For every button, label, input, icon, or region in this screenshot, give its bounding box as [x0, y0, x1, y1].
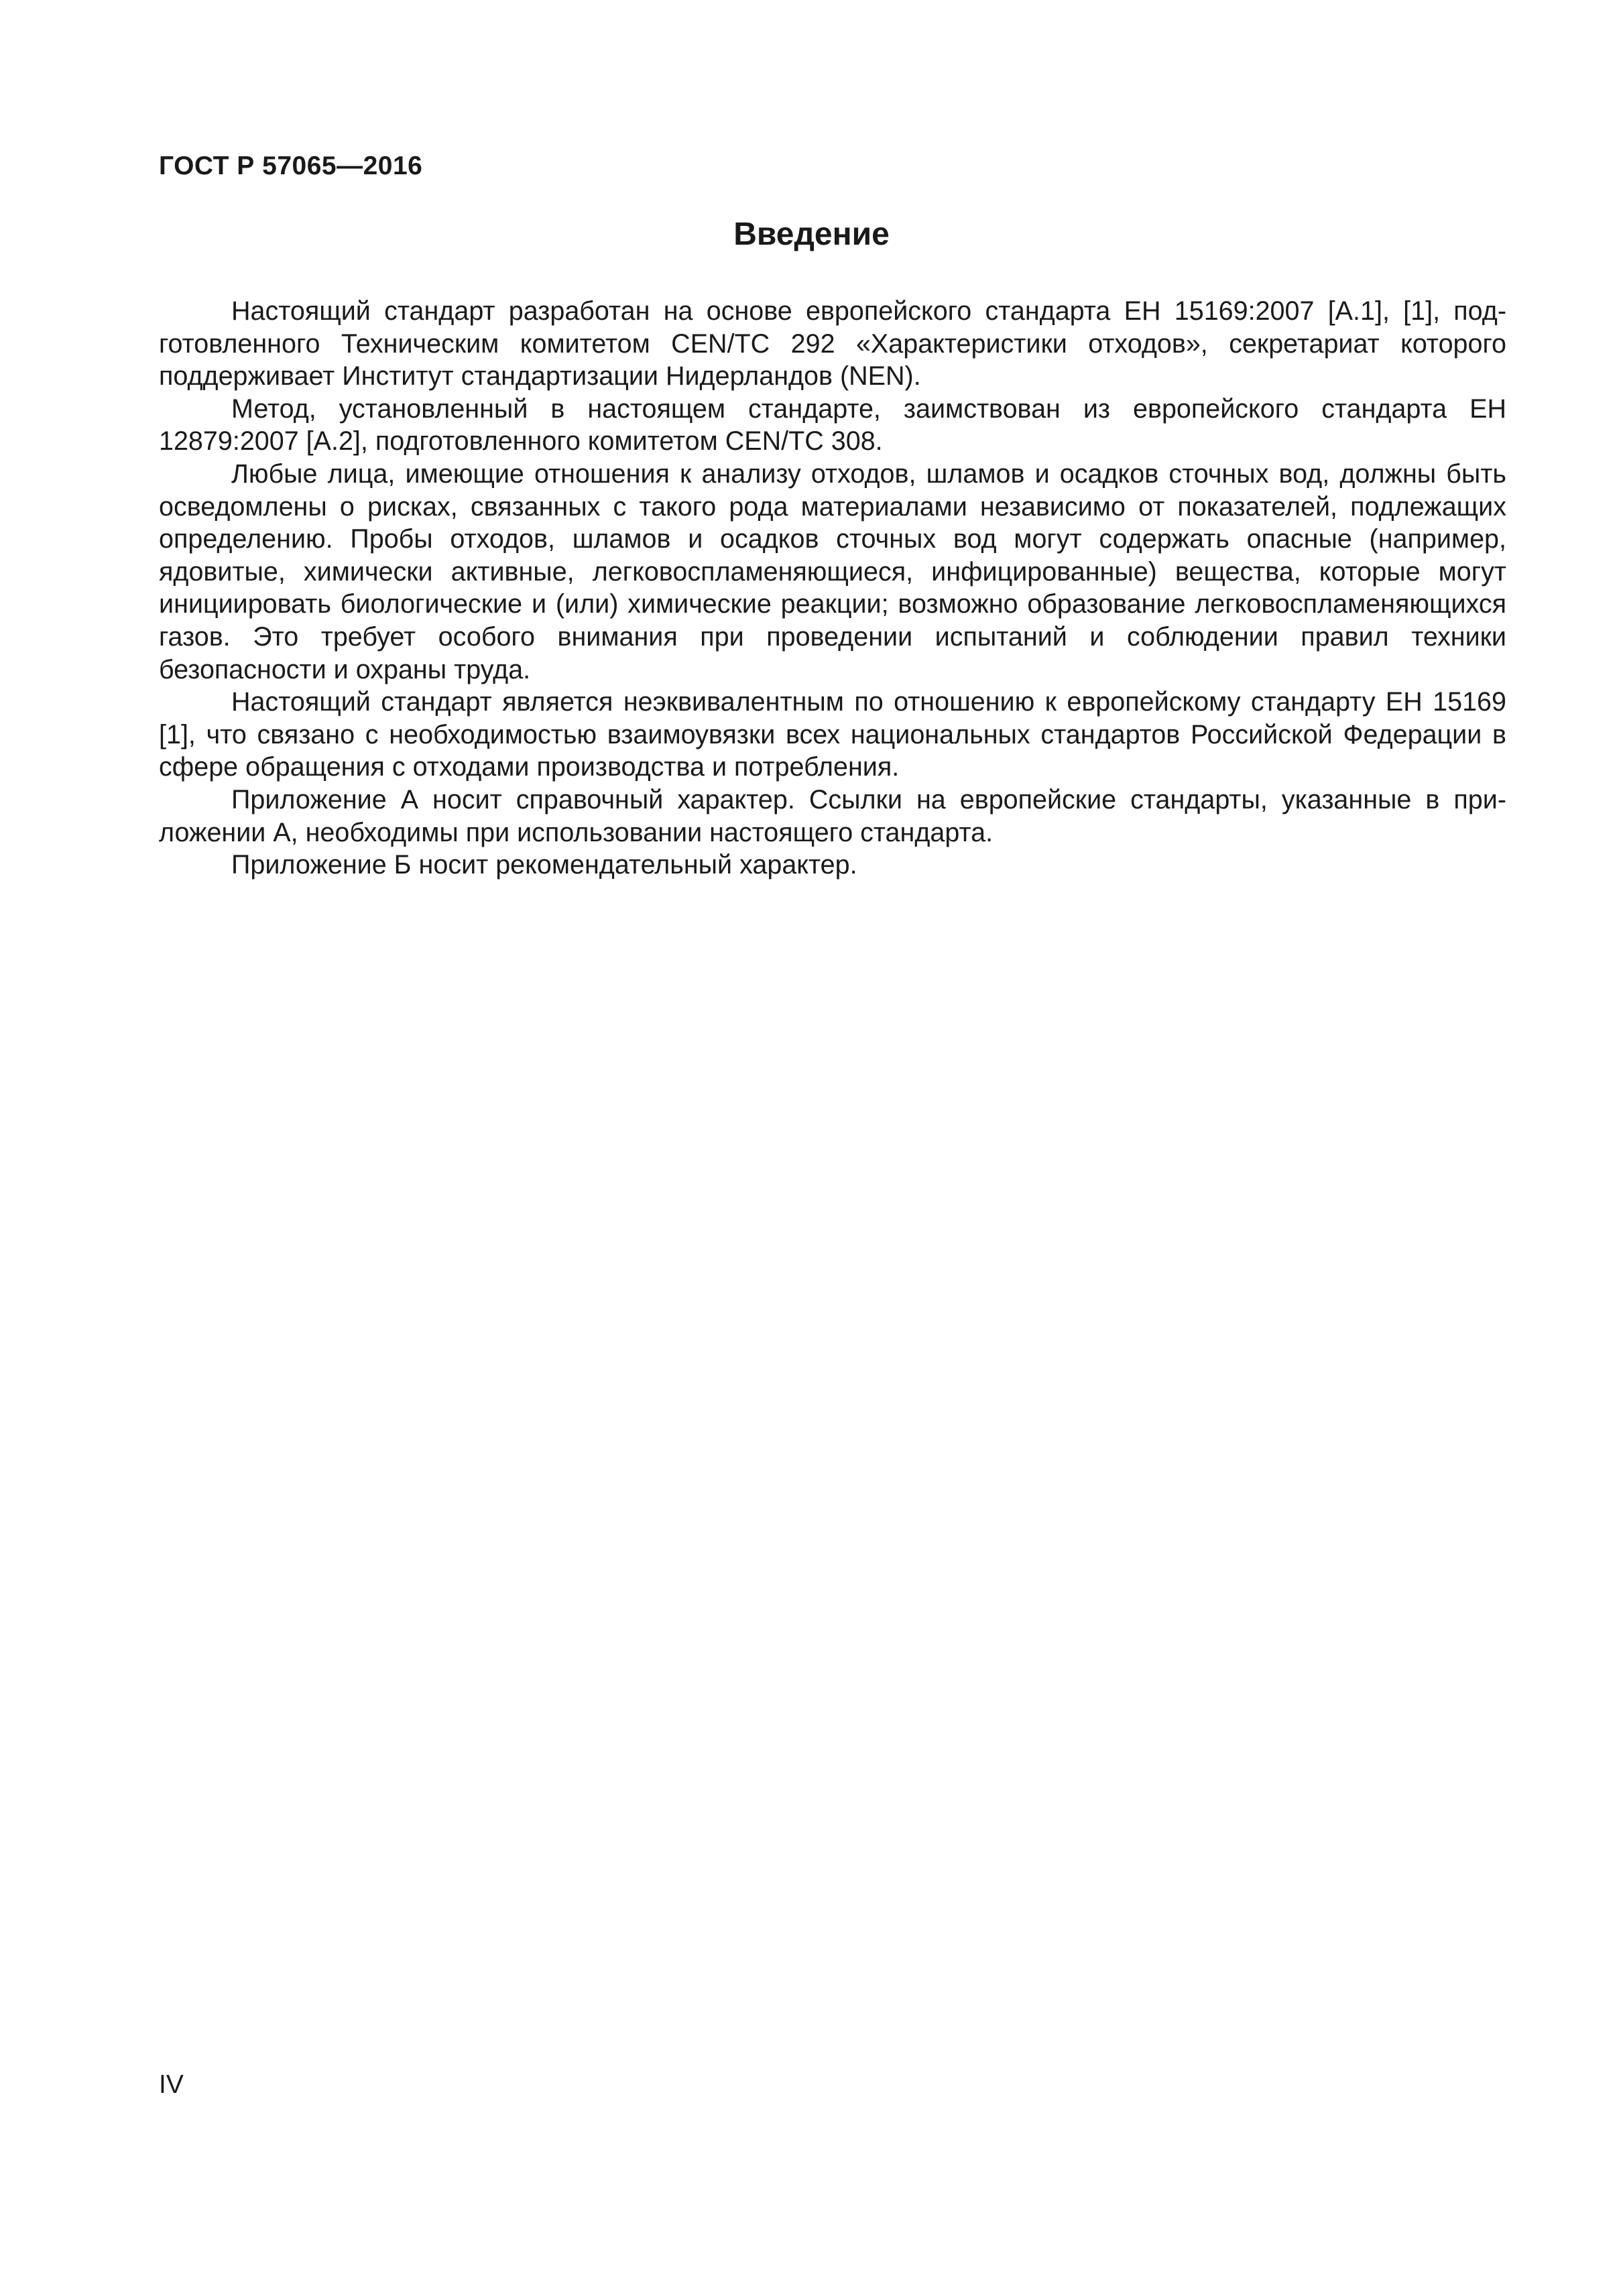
paragraph-method: Метод, установленный в настоящем стандарте, заимствован из европейского стандарта ЕН 12879:2007 [А.2], подготовленного комитетом CEN/TC 308. — [159, 394, 1506, 457]
page-number: IV — [159, 2070, 184, 2099]
paragraph-annex-a: Приложение А носит справочный характер. Ссылки на европейские стандарты, указанные в приложении А, необходимы при использовании настоящего стандарта. — [159, 784, 1506, 847]
section-title: Введение — [733, 217, 890, 252]
document-code: ГОСТ Р 57065—2016 — [159, 152, 423, 180]
paragraph-annex-b: Приложение Б носит рекомендательный характер. — [231, 850, 857, 880]
paragraph-safety: Любые лица, имеющие отношения к анализу отходов, шламов и осадков сточных вод, должны быть осведомлены о рисках, связанных с такого рода материалами независимо от показателей, подлежащих определению. Пробы отходов, шламов и осадков сточных вод могут содержать опасные (например, ядовитые, химически активные, легковоспламеняющиеся, инфицированные) вещества, которые могут инициировать биологические и (или) химические реакции; возможно образование легковоспламеняющихся газов. Это требует особого внимания при проведении испытаний и соблюдении правил техники безопасности и охраны труда. — [159, 459, 1506, 684]
paragraph-basis: Настоящий стандарт разработан на основе европейского стандарта ЕН 15169:2007 [А.1], [1], подготовленного Техническим комитетом CEN/TC 292 «Характеристики отходов», секретариат которого поддерживает Институт стандартизации Нидерландов (NEN). — [159, 296, 1506, 391]
paragraph-equivalence: Настоящий стандарт является неэквивалентным по отношению к европейскому стандарту ЕН 15169 [1], что связано с необходимостью взаимоувязки всех национальных стандартов Российской Федерации в сфере обращения с отходами производства и потребления. — [159, 687, 1506, 782]
body-text — [159, 295, 1506, 882]
